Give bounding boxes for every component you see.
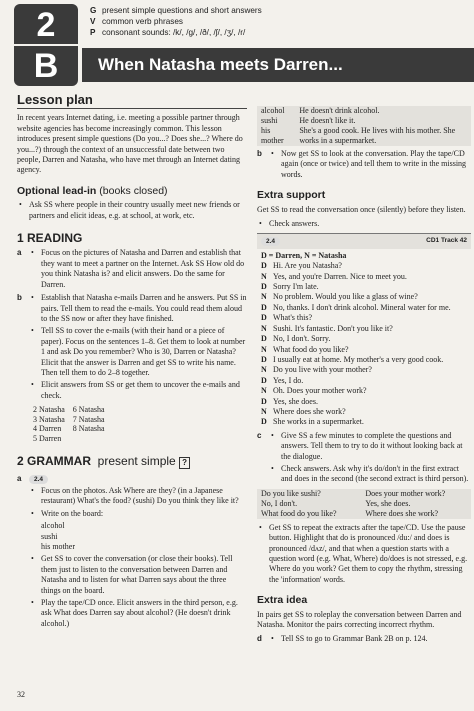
script-line: N Sushi. It's fantastic. Don't you like it?	[261, 323, 393, 333]
table-row: his mother She's a good cook. He lives with his mother. She works in a supermarket.	[261, 126, 456, 145]
audio-track-badge: 2.4	[261, 237, 280, 246]
table-row: What food do you like? Where does she work?	[261, 508, 438, 518]
unit-number-badge: 2	[14, 4, 78, 44]
topic-pronunciation: P consonant sounds: /k/, /g/, /ð/, /ʃ/, /ʒ/, /r/	[90, 28, 246, 37]
reading-step-b: b • Establish that Natasha e-mails Darren and he answers. Put SS in pairs. Tell them to read the e-mails. You could read them aloud to the SS now or after they have finished. • Tell SS to cover the e-mails (with their hand or a piece of paper). Focus on the sentences 1–8. Get them to look at number 1 and ask Do you remember? Who is 30, Darren or Natasha? Elicit that the answer is Darren and get SS to write his name. Then tell them to do 2–8 together. • Elicit answers from SS or get them to uncover the e-mails and check.	[17, 293, 247, 401]
left-column	[17, 92, 247, 632]
topic-vocabulary: V common verb phrases	[90, 17, 183, 26]
reading-a-bullet: • Focus on the pictures of Natasha and Darren and establish that they want to meet a partner on the Internet. Ask SS How old do you think Natasha is? and elicit answers. Do the same for Darren.	[29, 248, 247, 290]
grammar-d-bullet: • Tell SS to go to Grammar Bank 2B on p. 124.	[269, 634, 471, 644]
board-word: sushi	[41, 531, 58, 541]
grammar-bank-box: ?	[179, 457, 190, 469]
audioscript-box	[257, 233, 471, 427]
script-line: D Yes, she does.	[261, 396, 318, 406]
repeat-extracts-bullet: • Get SS to repeat the extracts after the tape/CD. Use the pause button. Highlight that do is pronounced /du:/ and does is pronounced /dʌz/, and that when a question starts with a question word (e.g. What, Where) do/does is not stressed, e.g. Where do you work? Get them to copy the rhythm, stressing the 'information' words.	[257, 523, 471, 585]
script-line: D No, thanks. I don't drink alcohol. Mineral water for me.	[261, 302, 451, 312]
script-key: D = Darren, N = Natasha	[261, 250, 347, 260]
answers-table	[257, 106, 471, 146]
grammar-step-a: a 2.4 • Focus on the photos. Ask Where are they? (in a Japanese restaurant) What's the food? (sushi) Do you think they like it? • Write on the board: alcohol sushi his mother • Get SS to cover the conversation (or close their books). Tell them just to listen to the conversation between Darren and Natasha and to listen for what Darren says about the three things on the board. • Play the tape/CD once. Elicit answers in the third person, e.g. ask What does Darren say about alcohol? (He doesn't drink alcohol.)	[17, 474, 247, 630]
reading-step-a: a • Focus on the pictures of Natasha and Darren and establish that they want to meet a partner on the Internet. Ask SS How old do you think Natasha is? and elicit answers. Do the same for Darren.	[17, 248, 247, 290]
reading-heading: 1 READING	[17, 231, 83, 246]
reading-b-bullet: • Establish that Natasha e-mails Darren and he answers. Put SS in pairs. Tell them to read the e-mails. You could read them aloud to the SS now or after they have finished.	[29, 293, 247, 324]
audioscript-header	[257, 234, 471, 248]
page-number: 32	[17, 690, 25, 699]
table-row: 3 Natasha 7 Natasha	[33, 414, 105, 424]
board-word: alcohol	[41, 521, 65, 531]
check-answers-bullet: • Check answers.	[257, 219, 471, 229]
grammar-b-bullet: • Now get SS to look at the conversation. Play the tape/CD again (once or twice) and tell them to write in the missing words.	[269, 149, 471, 180]
script-line: D Hi. Are you Natasha?	[261, 261, 342, 271]
answer-key-table	[33, 405, 113, 443]
table-row: alcohol He doesn't drink alcohol.	[261, 106, 380, 115]
page-title: When Natasha meets Darren...	[82, 48, 474, 82]
grammar-step-d: d • Tell SS to go to Grammar Bank 2B on p. 124.	[257, 634, 471, 644]
topic-grammar: G present simple questions and short answers	[90, 6, 262, 15]
reading-b-bullet: • Elicit answers from SS or get them to uncover the e-mails and check.	[29, 380, 247, 401]
audioscript	[257, 249, 471, 428]
table-row: 5 Darren	[33, 433, 62, 443]
script-line: D No, I don't. Sorry.	[261, 334, 331, 344]
right-column	[257, 106, 471, 648]
script-line: D I usually eat at home. My mother's a very good cook.	[261, 354, 444, 364]
script-line: N Do you live with your mother?	[261, 365, 372, 375]
optional-lead-in-heading: Optional lead-in (books closed)	[17, 184, 168, 197]
grammar-step-c: c • Give SS a few minutes to complete the questions and answers. Tell them to try to do it without looking back at the dialogue. • Check answers. Ask why it's do/don't in the first extract and does in the second (the second extract is third person).	[257, 431, 471, 485]
table-row: No, I don't. Yes, she does.	[261, 498, 411, 508]
script-line: N No problem. Would you like a glass of wine?	[261, 292, 418, 302]
script-line: D Sorry I'm late.	[261, 282, 319, 292]
table-row: sushi He doesn't like it.	[261, 116, 356, 125]
table-row: 4 Darren 8 Natasha	[33, 424, 105, 434]
script-line: N Yes, and you're Darren. Nice to meet you.	[261, 271, 407, 281]
script-line: D What's this?	[261, 313, 312, 323]
cd-track-label: CD1 Track 42	[426, 237, 467, 245]
reading-b-bullet: • Tell SS to cover the e-mails (with their hand or a piece of paper). Focus on the sentences 1–8. Get them to look at number 1 and ask Do you remember? Who is 30, Darren or Natasha? Elicit that the answer is Darren and get SS to write his name. Then tell them to do 2–8 together.	[29, 326, 247, 378]
extracts-table	[257, 489, 471, 519]
extra-idea-text: In pairs get SS to roleplay the conversation between Darren and Natasha. Monitor the pairs correcting incorrect rhythm.	[257, 609, 462, 630]
grammar-step-b: b • Now get SS to look at the conversation. Play the tape/CD again (once or twice) and tell them to write in the missing words.	[257, 149, 471, 180]
extra-idea-heading: Extra idea	[257, 594, 308, 607]
grammar-a-bullet: • Play the tape/CD once. Elicit answers in the third person, e.g. ask What does Darren say about alcohol? (He doesn't drink alcohol.)	[29, 598, 247, 629]
grammar-a-bullet: • Focus on the photos. Ask Where are they? (in a Japanese restaurant) What's the food? (sushi) Do you think they like it?	[29, 486, 247, 507]
table-row: 2 Natasha 6 Natasha	[33, 405, 105, 415]
script-line: N Oh. Does your mother work?	[261, 386, 367, 396]
script-line: N Where does she work?	[261, 406, 346, 416]
lesson-plan-text: In recent years Internet dating, i.e. meeting a possible partner through website agencies has become increasingly common. This lesson introduces present simple questions (Do you...? Does she...? Where do you...?) through the context of an unsuccessful date between two people, Darren and Natasha, who have met through an Internet dating agency.	[17, 113, 243, 175]
script-line: D She works in a supermarket.	[261, 417, 364, 427]
grammar-c-bullet: • Give SS a few minutes to complete the questions and answers. Tell them to try to do it without looking back at the dialogue.	[269, 431, 471, 462]
grammar-a-bullet: • Get SS to cover the conversation (or close their books). Tell them just to listen to the conversation between Darren and Natasha and to listen for what Darren says about the three things on the board.	[29, 554, 247, 596]
lesson-plan-heading: Lesson plan	[17, 95, 247, 109]
grammar-heading: 2 GRAMMAR present simple ?	[17, 456, 247, 469]
audio-track-badge: 2.4	[29, 475, 48, 484]
topics-list	[90, 5, 370, 38]
extra-support-text: Get SS to read the conversation once (silently) before they listen.	[257, 204, 466, 214]
grammar-c-bullet: • Check answers. Ask why it's do/don't in the first extract and does in the second (the second extract is third person).	[269, 464, 471, 485]
script-line: D Yes, I do.	[261, 375, 304, 385]
extra-support-heading: Extra support	[257, 189, 326, 202]
unit-letter-badge: B	[14, 46, 78, 86]
table-row: Do you like sushi? Does your mother work?	[261, 488, 446, 498]
script-line: N What food do you like?	[261, 344, 349, 354]
board-word: his mother	[41, 541, 75, 551]
grammar-a-bullet: • Write on the board:	[29, 509, 247, 519]
optional-lead-in-bullet: • Ask SS where people in their country usually meet new friends or partners and elicit ideas, e.g. at school, at work, etc.	[17, 200, 247, 221]
